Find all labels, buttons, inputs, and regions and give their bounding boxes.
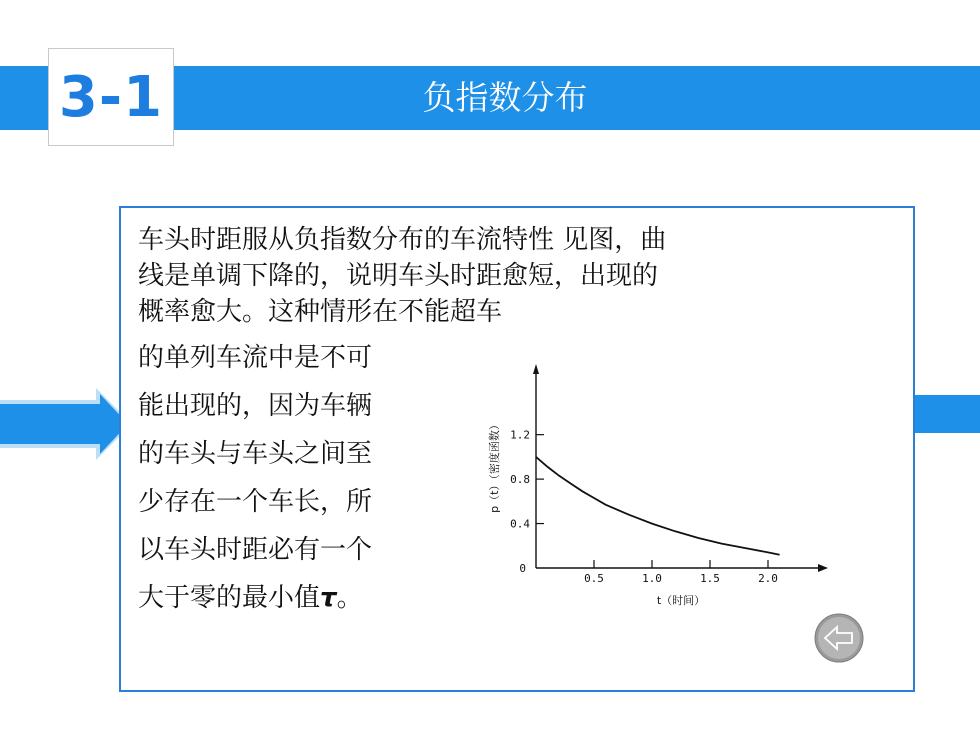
paragraph-line: 线是单调下降的，说明车头时距愈短，出现的 [138,261,659,291]
slide-title: 负指数分布 [422,78,588,117]
wrapped-line: 的单列车流中是不可 [138,343,373,373]
back-button[interactable] [813,612,865,664]
x-tick-label: 1.0 [642,572,662,585]
x-axis-label: t（时间） [656,594,706,607]
wrapped-line: 能出现的，因为车辆 [138,391,373,421]
last-line [138,580,363,616]
x-tick-label: 0.5 [584,572,604,585]
origin-label: 0 [519,562,526,575]
paragraph-line: 概率愈大。这种情形在不能超车 [138,297,503,327]
y-tick-label: 1.2 [510,428,530,442]
left-pointer-arrow-icon [0,388,135,460]
intro-paragraph [138,222,818,330]
wrapped-line: 少存在一个车长，所 [138,487,373,517]
wrapped-line: 以车头时距必有一个 [138,535,373,565]
y-tick-label: 0.4 [510,517,530,531]
x-tick-label: 2.0 [758,572,778,585]
y-axis-label: p（t）（密度函数） [488,419,501,513]
density-chart [478,356,833,616]
y-tick-label: 0.8 [510,473,530,487]
y-axis-arrow [533,364,539,374]
wrapped-line: 的车头与车头之间至 [138,439,373,469]
last-line-period: 。 [336,583,363,613]
x-axis-arrow [818,564,828,572]
tau-variable: τ [320,583,337,613]
section-number-box [48,48,174,146]
last-line-text: 大于零的最小值 [138,583,321,613]
section-number: 3-1 [58,64,164,130]
paragraph-line: 车头时距服从负指数分布的车流特性 见图，曲 [138,225,667,255]
density-curve [536,457,780,555]
x-tick-label: 1.5 [700,572,720,585]
